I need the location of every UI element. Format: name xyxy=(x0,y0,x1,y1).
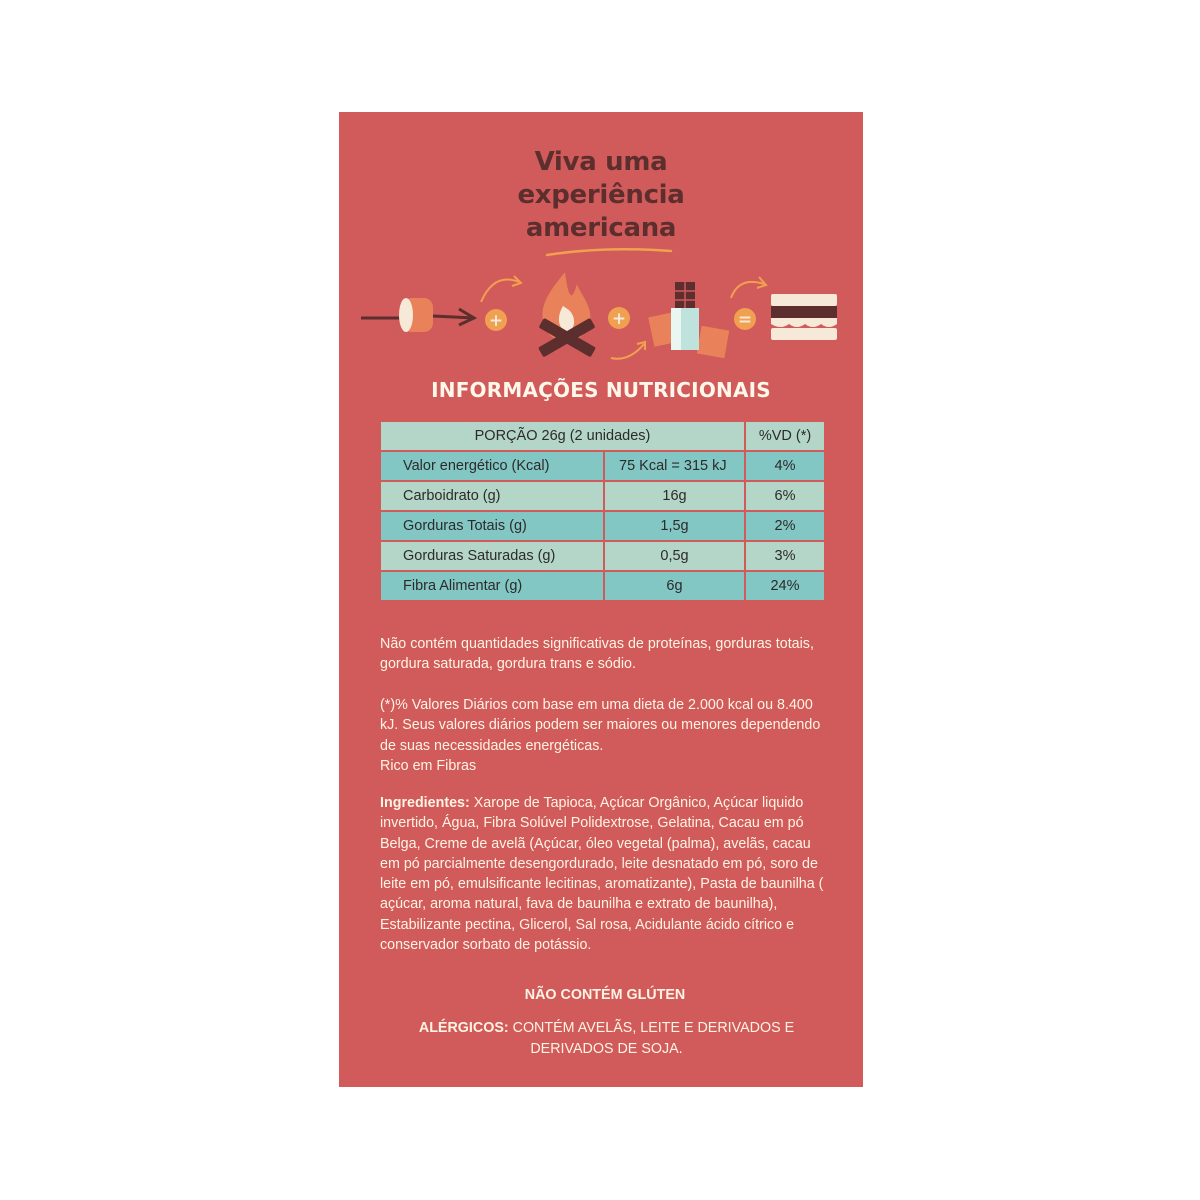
nutrient-amount: 1,5g xyxy=(604,511,745,541)
nutrient-amount: 0,5g xyxy=(604,541,745,571)
table-row xyxy=(380,571,825,601)
chocolate-crackers-icon xyxy=(648,282,729,358)
campfire-icon xyxy=(538,272,596,357)
gluten-text: NÃO CONTÉM GLÚTEN xyxy=(524,987,686,1003)
portion-label: PORÇÃO 26g (2 unidades) xyxy=(380,421,745,451)
daily-values-text: (*)% Valores Diários com base em uma dieta de 2.000 kcal ou 8.400 kJ. Seus valores diários podem ser maiores ou menores dependendo de suas necessidades energéticas. xyxy=(380,697,821,754)
daily-values-note xyxy=(380,695,830,776)
table-row xyxy=(380,451,825,481)
headline-line-1: Viva uma xyxy=(534,147,668,177)
equals-icon xyxy=(734,308,756,330)
nutrient-amount: 6g xyxy=(604,571,745,601)
nutrient-amount: 16g xyxy=(604,481,745,511)
table-header-row xyxy=(380,421,825,451)
nutrition-title: INFORMAÇÕES NUTRICIONAIS xyxy=(431,378,771,402)
nutrient-vd: 4% xyxy=(745,451,825,481)
plus-icon-1 xyxy=(485,309,507,331)
not-significant-note: Não contém quantidades significativas de proteínas, gorduras totais, gordura saturada, gordura trans e sódio. xyxy=(380,636,814,673)
table-row xyxy=(380,511,825,541)
smores-recipe-illustration xyxy=(359,262,849,372)
smores-icon xyxy=(771,294,837,340)
table-row xyxy=(380,481,825,511)
rich-fiber-text: Rico em Fibras xyxy=(380,757,477,774)
headline-line-2: experiência xyxy=(517,180,685,210)
plus-symbol-1: + xyxy=(488,311,504,331)
headline xyxy=(339,146,863,245)
allergens-note xyxy=(394,1018,819,1060)
gluten-free-note xyxy=(380,985,830,1006)
nutrition-table xyxy=(379,420,826,602)
nutrient-name: Carboidrato (g) xyxy=(380,481,604,511)
vd-label: %VD (*) xyxy=(745,421,825,451)
ingredients-block xyxy=(380,793,830,955)
nutrient-name: Fibra Alimentar (g) xyxy=(380,571,604,601)
nutrient-vd: 3% xyxy=(745,541,825,571)
nutrient-name: Gorduras Saturadas (g) xyxy=(380,541,604,571)
marshmallow-stick-icon xyxy=(361,298,474,332)
nutrient-vd: 2% xyxy=(745,511,825,541)
plus-symbol-2: + xyxy=(611,309,627,329)
ingredients-text: Xarope de Tapioca, Açúcar Orgânico, Açúcar liquido invertido, Água, Fibra Solúvel Polidextrose, Gelatina, Cacau em pó Belga, Creme de avelã (Açúcar, óleo vegetal (palma), avelãs, cacau em pó parcialmente desengordurado, leite desnatado em pó, soro de leite em pó, emulsificante lecitinas, aromatizante), Pasta de baunilha ( açúcar, aroma natural, fava de baunilha e extrato de baunilha), Estabilizante pectina, Glicerol, Sal rosa, Acidulante ácido cítrico e conservador sorbato de potássio. xyxy=(380,795,824,954)
headline-line-3: americana xyxy=(525,213,677,243)
table-row xyxy=(380,541,825,571)
nutrient-name: Valor energético (Kcal) xyxy=(380,451,604,481)
nutrient-vd: 6% xyxy=(745,481,825,511)
ingredients-label: Ingredientes: xyxy=(380,795,470,811)
allergens-text: CONTÉM AVELÃS, LEITE E DERIVADOS E DERIVADOS DE SOJA. xyxy=(508,1020,795,1057)
nutrient-amount: 75 Kcal = 315 kJ xyxy=(604,451,745,481)
headline-swoosh xyxy=(544,245,674,259)
nutrient-name: Gorduras Totais (g) xyxy=(380,511,604,541)
product-back-panel xyxy=(339,112,863,1087)
allergens-label: ALÉRGICOS: xyxy=(418,1020,509,1036)
nutrient-vd: 24% xyxy=(745,571,825,601)
plus-icon-2 xyxy=(608,307,630,329)
equals-symbol: = xyxy=(737,310,753,330)
